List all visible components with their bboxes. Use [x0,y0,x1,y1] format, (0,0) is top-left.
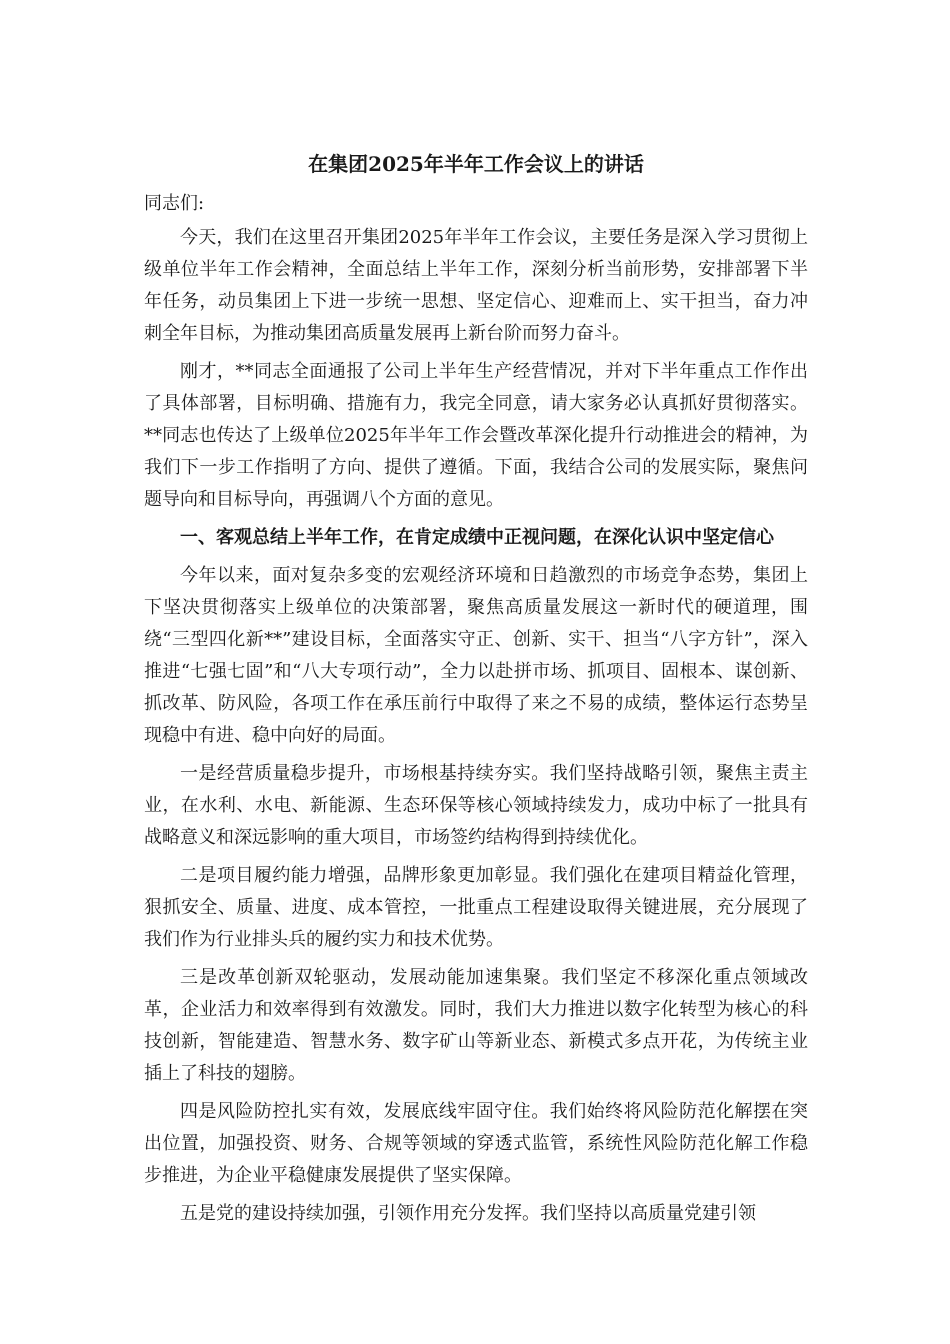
paragraph-briefing: 刚才，**同志全面通报了公司上半年生产经营情况，并对下半年重点工作作出了具体部署，目标明确、措施有力，我完全同意，请大家务必认真抓好贯彻落实。**同志也传达了上级单位2025年半年工作会暨改革深化提升行动推进会的精神，为我们下一步工作指明了方向、提供了遵循。下面，我结合公司的发展实际，聚焦问题导向和目标导向，再强调八个方面的意见。 [144,361,808,510]
paragraph-point-2: 二是项目履约能力增强，品牌形象更加彰显。我们强化在建项目精益化管理，狠抓安全、质量、进度、成本管控，一批重点工程建设取得关键进展，充分展现了我们作为行业排头兵的履约实力和技术优势。 [144,865,808,950]
paragraph-opening: 今天，我们在这里召开集团2025年半年工作会议，主要任务是深入学习贯彻上级单位半年工作会精神，全面总结上半年工作，深刻分析当前形势，安排部署下半年任务，动员集团上下进一步统一思想、坚定信心、迎难而上、实干担当，奋力冲刺全年目标，为推动集团高质量发展再上新台阶而努力奋斗。 [144,227,808,344]
document-page [144,140,808,1236]
section-heading-1: 一、客观总结上半年工作，在肯定成绩中正视问题，在深化认识中坚定信心 [180,527,774,548]
paragraph-point-5: 五是党的建设持续加强，引领作用充分发挥。我们坚持以高质量党建引领 [180,1203,756,1224]
paragraph-point-4: 四是风险防控扎实有效，发展底线牢固守住。我们始终将风险防范化解摆在突出位置，加强投资、财务、合规等领域的穿透式监管，系统性风险防范化解工作稳步推进，为企业平稳健康发展提供了坚实保障。 [144,1101,808,1186]
paragraph-point-1: 一是经营质量稳步提升，市场根基持续夯实。我们坚持战略引领，聚焦主责主业，在水利、水电、新能源、生态环保等核心领域持续发力，成功中标了一批具有战略意义和深远影响的重大项目，市场签约结构得到持续优化。 [144,763,808,848]
greeting: 同志们: [144,193,205,214]
paragraph-overview: 今年以来，面对复杂多变的宏观经济环境和日趋激烈的市场竞争态势，集团上下坚决贯彻落实上级单位的决策部署，聚焦高质量发展这一新时代的硬道理，围绕“三型四化新**”建设目标，全面落实守正、创新、实干、担当“八字方针”，深入推进“七强七固”和“八大专项行动”，全力以赴拼市场、抓项目、固根本、谋创新、抓改革、防风险，各项工作在承压前行中取得了来之不易的成绩，整体运行态势呈现稳中有进、稳中向好的局面。 [144,565,808,746]
paragraph-point-3: 三是改革创新双轮驱动，发展动能加速集聚。我们坚定不移深化重点领域改革，企业活力和效率得到有效激发。同时，我们大力推进以数字化转型为核心的科技创新，智能建造、智慧水务、数字矿山等新业态、新模式多点开花，为传统主业插上了科技的翅膀。 [144,967,808,1084]
document-title: 在集团2025年半年工作会议上的讲话 [308,152,644,176]
